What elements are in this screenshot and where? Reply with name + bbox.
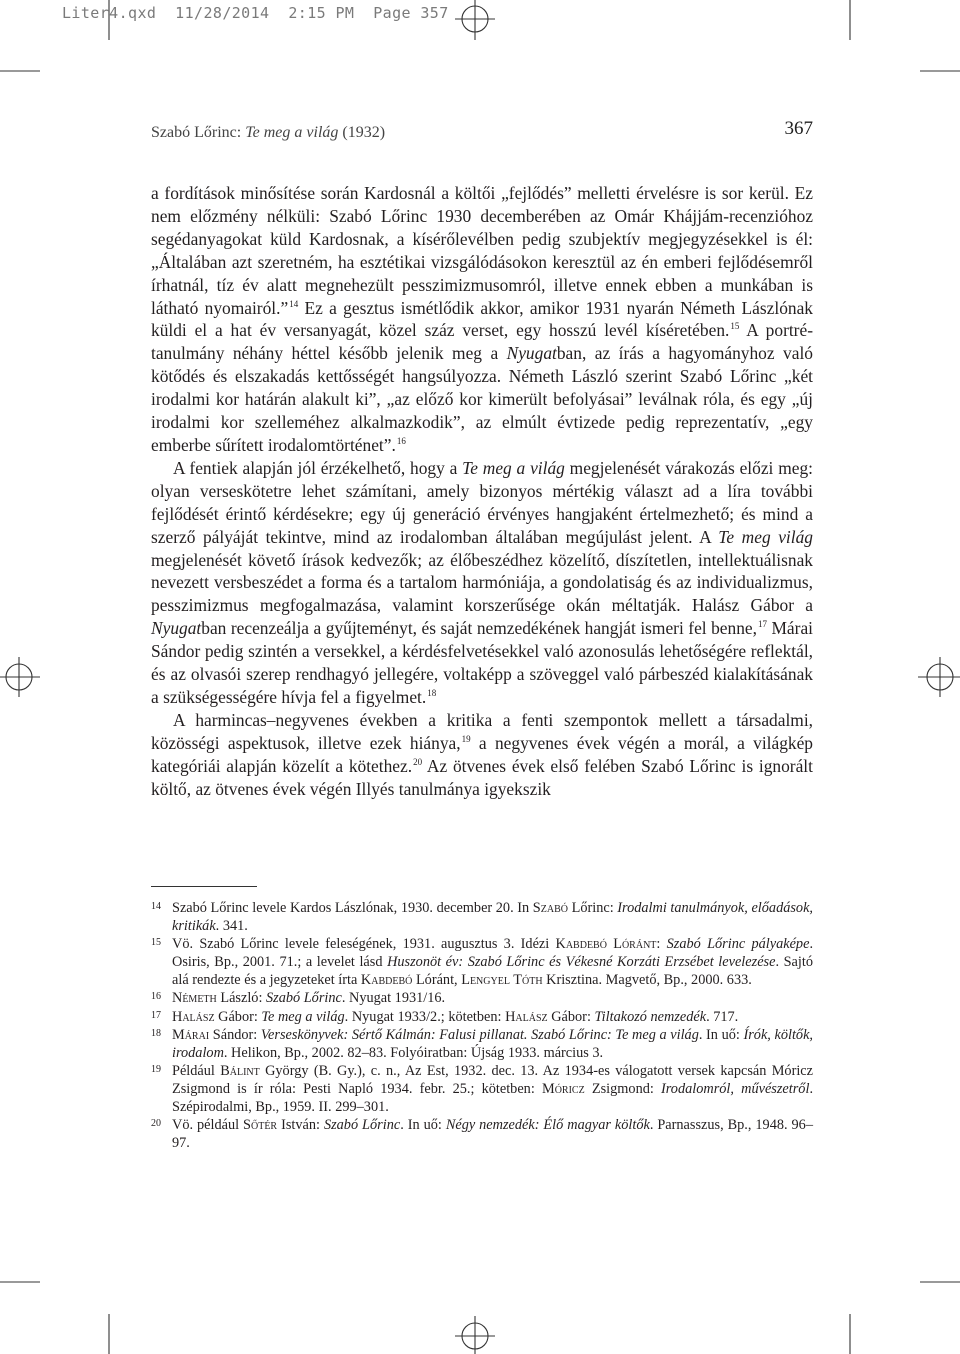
footnote-number: 14 [151, 901, 161, 912]
footnote-ref-17[interactable]: 17 [757, 619, 767, 630]
footnotes [151, 899, 813, 1152]
footnote-ref-15[interactable]: 15 [730, 321, 740, 332]
registration-mark-right [918, 657, 960, 697]
p3-text: Az ötvenes évek első felében Szabó Lőrinc is ignorált költő, az ötvenes évek végén Illyés tanulmánya igyekszik [151, 755, 813, 799]
note-text: . Nyugat 1931/16. [341, 990, 446, 1007]
footnote-number: 18 [151, 1027, 161, 1039]
running-head [151, 118, 813, 142]
note-title: Tiltakozó nemzedék [594, 1008, 707, 1025]
p1-text: ban, az írás a hagyományhoz való kötődés és elszakadás kettősségét hangsúlyozza. Németh László szerint Szabó Lőrinc „két irodalmi kor határán alakult ki”, „az előző kor kimerült befolyásai” leválnak róla, és egy „új irodalmi kor szelleméhez alkalmazkodik”, az elmúlt évtizede pedig reprezentatív, „egy emberbe sűrített irodalomtörténet”. [151, 343, 813, 455]
footnote-number: 20 [151, 1118, 161, 1130]
note-author: Németh [172, 990, 217, 1007]
p3-text: a negyvenes évek végén a morál, a világkép kategóriái alapján közelít a kötethez. [151, 732, 814, 776]
note-text: Krisztina. Magvető, Bp., 2000. 633. [542, 972, 752, 989]
note-title: Verseskönyvek: Sértő Kálmán: Falusi pillanat. Szabó Lőrinc: Te meg a világ [260, 1026, 699, 1043]
note-title: Négy nemzedék: Élő magyar költők [445, 1117, 650, 1134]
note-author: Kabdebó Lóránt [555, 936, 657, 953]
note-title: Szabó Lőrinc pályaképe [666, 936, 810, 953]
footnote-14 [151, 899, 813, 935]
crop-mark-top-left [0, 0, 130, 120]
note-title: Szabó Lőrinc [323, 1117, 401, 1134]
registration-mark-bottom [455, 1316, 495, 1354]
footnote-ref-14[interactable]: 14 [289, 298, 299, 309]
footnote-16 [151, 989, 813, 1007]
note-title: Irodalomról, művészetről [661, 1080, 810, 1097]
body-text [151, 182, 813, 800]
note-author: Halász [505, 1008, 548, 1025]
note-text: : [656, 936, 667, 953]
paragraph-3 [151, 709, 813, 801]
note-text: Vö. például [172, 1117, 244, 1134]
footnote-separator [151, 886, 257, 887]
note-text: . Szépirodalmi, Bp., 1959. II. 299–301. [172, 1080, 814, 1116]
note-author: Halász [172, 1008, 215, 1025]
p2-book-title: Te meg világ [718, 526, 813, 547]
note-text: Szabó Lőrinc levele Kardos Lászlónak, 1930. december 20. In [172, 900, 533, 916]
footnote-ref-19[interactable]: 19 [461, 733, 471, 744]
p2-journal-title: Nyugat [151, 618, 202, 639]
footnote-15 [151, 935, 813, 989]
registration-mark-top [455, 0, 495, 40]
footnote-ref-18[interactable]: 18 [427, 687, 437, 698]
p3-text: A harmincas–negyvenes években a kritika a fenti szempontok mellett a társadalmi, közösségi aspektusok, illetve ezek hiánya, [151, 709, 813, 753]
note-text: Gábor: [547, 1008, 595, 1025]
footnote-ref-16[interactable]: 16 [396, 435, 406, 446]
p2-text: ban recenzeálja a gyűjteményt, és saját nemzedékének hangját ismeri fel benne, [201, 618, 757, 639]
print-slug: Liter4.qxd 11/28/2014 2:15 PM Page 357 [62, 4, 449, 22]
note-author: Kabdebó [360, 972, 413, 989]
note-title: Irodalmi tanulmányok, előadások, kritikák [172, 900, 813, 935]
note-text: . In uő: [400, 1117, 446, 1134]
crop-mark-top-right [830, 0, 960, 120]
footnote-18 [151, 1026, 813, 1062]
paragraph-1 [151, 182, 813, 457]
crop-mark-bottom-right [830, 1230, 960, 1354]
note-text: Például [172, 1062, 221, 1079]
p2-book-title: Te meg a világ [462, 457, 565, 478]
note-text: Lóránt, [412, 972, 462, 989]
footnote-number: 15 [151, 937, 161, 949]
note-text: László: [216, 990, 266, 1007]
note-text: . Parnasszus, Bp., 1948. 96–97. [172, 1117, 813, 1152]
footnote-number: 17 [151, 1009, 161, 1021]
p2-text: megjelenését követő írások kedvezők; az élőbeszédhez közelítő, díszítetlen, intellektuálisnak nevezett versbeszédet a forma és a tartalom harmóniája, a gondolatiság és az individualizmus, pesszimizmus megfogalmazása, valamint korszerűsége okán méltatják. Halász Gábor a [151, 549, 813, 616]
note-author: Lengyel Tóth [461, 972, 543, 989]
p1-journal-title: Nyugat [506, 343, 557, 364]
footnote-20 [151, 1116, 813, 1152]
registration-mark-left [0, 657, 40, 697]
p1-text: a fordítások minősítése során Kardosnál a költői „fejlődés” melletti érvelésre is sor kerül. Ez nem előzmény nélküli: Szabó Lőrinc 1930 decemberében az Omár Khájjám-recenzióhoz segédanyagokat küld Kardosnak, a kísérőlevélben pedig szubjektív megjegyzésekkel is él: „Általában azt szeretném, ha esztétikai vizsgálódásokon keresztül az én emberi fejlődésemről írhatnál, tíz év alatt megnehezült pesszimizmusomról, illetve ennek ebben a munkában is látható nyomairól.” [151, 183, 813, 318]
crop-mark-bottom-left [0, 1230, 130, 1354]
note-text: . 717. [706, 1008, 739, 1025]
running-head-author: Szabó Lőrinc: [151, 124, 246, 141]
note-author: Móricz [541, 1080, 585, 1097]
note-title: Írók, költők, irodalom [172, 1026, 813, 1061]
note-author: Bálint [220, 1062, 260, 1079]
paragraph-2 [151, 457, 813, 709]
note-author: Szabó [532, 900, 568, 916]
footnote-ref-20[interactable]: 20 [413, 756, 423, 767]
note-text: . Helikon, Bp., 2002. 82–83. Folyóiratban: Újság 1933. március 3. [223, 1044, 604, 1061]
footnote-number: 16 [151, 991, 161, 1003]
p2-text: A fentiek alapján jól érzékelhető, hogy a [173, 457, 463, 478]
note-text: István: [277, 1117, 324, 1134]
footnote-number: 19 [151, 1063, 161, 1075]
note-author: Márai [172, 1026, 210, 1043]
note-title: Szabó Lőrinc [266, 990, 342, 1007]
note-text: . In uő: [698, 1026, 744, 1043]
note-text: Gábor: [214, 1008, 262, 1025]
note-text: Lőrinc: [567, 900, 618, 916]
note-text: Vö. Szabó Lőrinc levele feleségének, 1931. augusztus 3. Idézi [172, 936, 556, 953]
note-text: . Nyugat 1933/2.; kötetben: [344, 1008, 506, 1025]
footnote-19 [151, 1062, 813, 1116]
note-text: György (B. Gy.), c. n., Az Est, 1932. dec. 13. Az 1934-es válogatott versek kapcsán Móricz Zsigmond is ír róla: Pesti Napló 1934. febr. 25.; kötetben: [172, 1062, 813, 1097]
note-text: Sándor: [209, 1026, 261, 1043]
p2-text: megjelenését várakozás előzi meg: olyan verseskötetre lehet számítani, amely bizonyos mértékig választ ad a líra további fejlődését érintő kérdésekre; egy új generáció érvényes hangjaként értelmezhető; és mind a szerző pályáját tekintve, mind az irodalomban általában megújulást jelent. A [151, 457, 813, 547]
note-title: Te meg a világ [261, 1008, 345, 1025]
running-head-title: Te meg a világ [245, 124, 339, 141]
running-head-year: (1932) [338, 124, 386, 141]
note-text: . Osiris, Bp., 2001. 71.; a levelet lásd [172, 936, 814, 971]
note-text: . Sajtó alá rendezte és a jegyzeteket írta [172, 954, 813, 989]
note-text: . 341. [215, 918, 248, 935]
note-title: Huszonöt év: Szabó Lőrinc és Vékesné Korzáti Erzsébet levelezése [387, 954, 776, 971]
p2-text: Márai Sándor pedig szintén a versekkel, a kérdésfelvetésekkel való azonosulás lehetőségére reflektál, és az olvasói szerep rendhagyó jellegére, voltaképp a szöveggel való párbeszéd kialakításának a szükségességére hívja fel a figyelmet. [151, 618, 813, 707]
note-text: Zsigmond: [584, 1080, 662, 1097]
p1-text: A portré-tanulmány néhány héttel később jelenik meg a [151, 320, 813, 364]
footnote-17 [151, 1008, 813, 1026]
note-author: Sőtér [243, 1117, 278, 1134]
page-number: 367 [784, 118, 813, 139]
p1-text: Ez a gesztus ismétlődik akkor, amikor 1931 nyarán Németh Lászlónak küldi el a hat év versanyagát, közel száz verset, egy hosszú levél kíséretében. [151, 297, 813, 341]
